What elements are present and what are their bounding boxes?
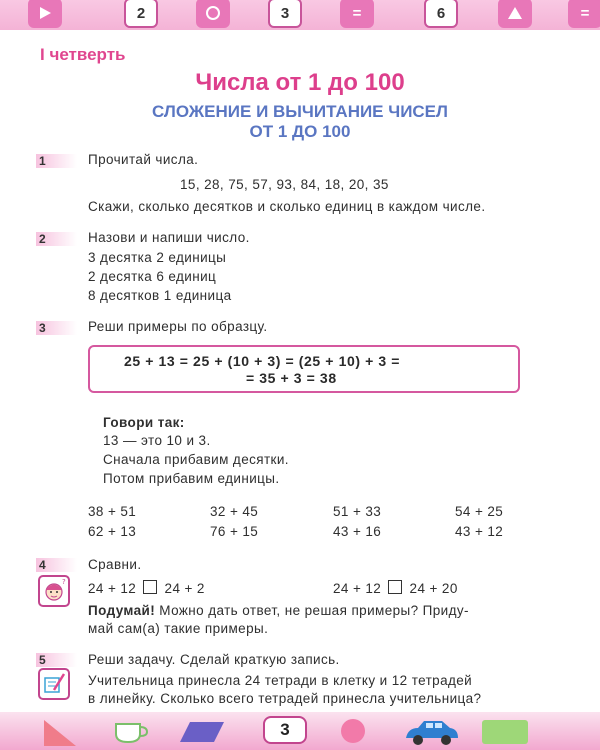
task-5-text-2: в линейку. Сколько всего тетрадей принесла учительница? xyxy=(88,691,482,706)
task-5-number: 5 xyxy=(36,653,77,667)
triangle-shape-icon xyxy=(40,718,80,748)
compare-expr: 24 + 12 xyxy=(333,581,382,596)
say-heading: Говори так: xyxy=(103,415,185,430)
bottom-decorative-band xyxy=(0,712,600,750)
sample-line-2: = 35 + 3 = 38 xyxy=(246,370,337,386)
compare-expr: 24 + 2 xyxy=(164,581,205,596)
top-decorative-band xyxy=(0,0,600,30)
write-note-icon xyxy=(38,668,70,700)
say-line: Сначала прибавим десятки. xyxy=(103,452,289,467)
exercise: 54 + 25 xyxy=(455,504,504,519)
task-3-number: 3 xyxy=(36,321,77,335)
task-1-question: Скажи, сколько десятков и сколько единиц в каждом числе. xyxy=(88,199,486,214)
think-label: Подумай! xyxy=(88,603,156,618)
think-line-1 xyxy=(88,603,469,618)
compare-box[interactable] xyxy=(388,580,402,594)
task-2-number: 2 xyxy=(36,232,77,246)
green-rectangle-shape xyxy=(482,720,528,744)
subtitle-line-2: ОТ 1 ДО 100 xyxy=(249,122,351,141)
exercise: 43 + 16 xyxy=(333,524,382,539)
compare-box[interactable] xyxy=(143,580,157,594)
triangle-tile xyxy=(498,0,532,28)
sample-line-1: 25 + 13 = 25 + (10 + 3) = (25 + 10) + 3 = xyxy=(124,353,401,369)
task-2-prompt: Назови и напиши число. xyxy=(88,230,250,245)
exercise: 32 + 45 xyxy=(210,504,259,519)
exercise: 51 + 33 xyxy=(333,504,382,519)
equals-tile-2: = xyxy=(568,0,600,28)
circle-shape-icon xyxy=(338,716,368,746)
task-2-item: 3 десятка 2 единицы xyxy=(88,250,227,265)
circle-icon xyxy=(204,4,222,22)
say-line: 13 — это 10 и 3. xyxy=(103,433,211,448)
exercise: 43 + 12 xyxy=(455,524,504,539)
triangle-icon xyxy=(36,4,54,22)
task-2-item: 8 десятков 1 единица xyxy=(88,288,232,303)
number-tile-6: 6 xyxy=(424,0,458,28)
notebook-pencil-icon xyxy=(40,670,68,698)
number-tile-2: 2 xyxy=(124,0,158,28)
task-1-number: 1 xyxy=(36,154,77,168)
task-4-number: 4 xyxy=(36,558,77,572)
parallelogram-icon xyxy=(180,718,226,746)
think-text: Можно дать ответ, не решая примеры? Приду- xyxy=(155,603,469,618)
compare-right xyxy=(333,580,458,596)
task-2-item: 2 десятка 6 единиц xyxy=(88,269,217,284)
page-title: Числа от 1 до 100 xyxy=(195,69,405,96)
think-line-2: май сам(а) такие примеры. xyxy=(88,621,269,636)
task-3-prompt: Реши примеры по образцу. xyxy=(88,319,268,334)
task-1-numbers: 15, 28, 75, 57, 93, 84, 18, 20, 35 xyxy=(180,177,389,192)
page-number: 3 xyxy=(263,716,307,744)
sample-solution-box xyxy=(88,345,520,393)
play-triangle-tile xyxy=(28,0,62,28)
say-line: Потом прибавим единицы. xyxy=(103,471,280,486)
compare-expr: 24 + 12 xyxy=(88,581,137,596)
cup-icon xyxy=(112,720,150,746)
face-icon xyxy=(40,577,68,605)
compare-expr: 24 + 20 xyxy=(409,581,458,596)
compare-left xyxy=(88,580,205,596)
task-5-text-1: Учительница принесла 24 тетради в клетку и 12 тетрадей xyxy=(88,673,473,688)
task-5-prompt: Реши задачу. Сделай краткую запись. xyxy=(88,652,340,667)
car-icon xyxy=(402,718,462,748)
exercise: 62 + 13 xyxy=(88,524,137,539)
exercise: 76 + 15 xyxy=(210,524,259,539)
up-triangle-icon xyxy=(506,4,524,22)
equals-tile: = xyxy=(340,0,374,28)
task-1-prompt: Прочитай числа. xyxy=(88,152,199,167)
quarter-label: I четверть xyxy=(40,45,126,64)
svg-text:?: ? xyxy=(62,578,66,586)
page-subtitle xyxy=(0,102,600,142)
number-tile-3: 3 xyxy=(268,0,302,28)
subtitle-line-1: СЛОЖЕНИЕ И ВЫЧИТАНИЕ ЧИСЕЛ xyxy=(152,102,448,121)
circle-tile xyxy=(196,0,230,28)
exercise: 38 + 51 xyxy=(88,504,137,519)
task-4-prompt: Сравни. xyxy=(88,557,142,572)
thinking-girl-icon xyxy=(38,575,70,607)
